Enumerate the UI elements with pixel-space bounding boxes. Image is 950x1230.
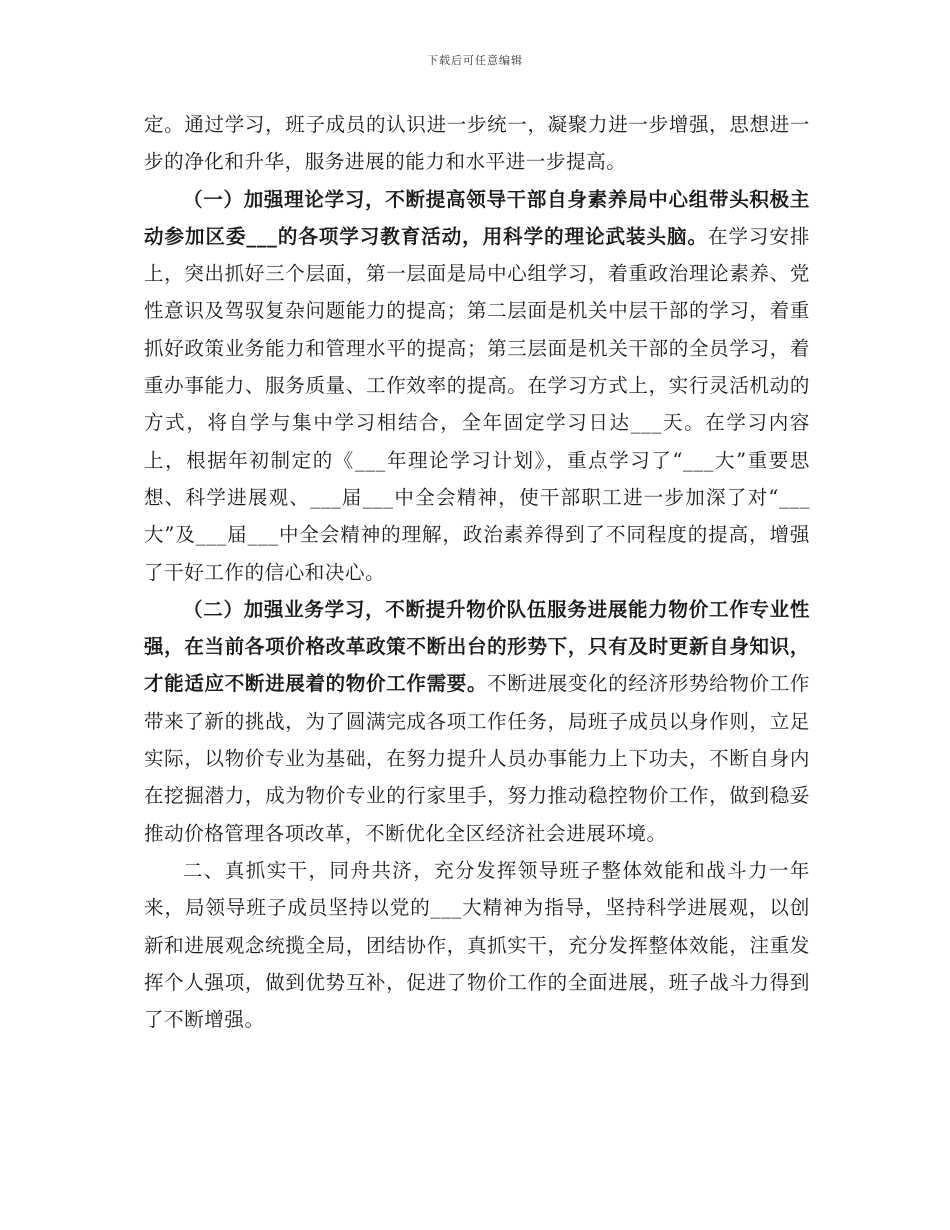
paragraph-section-1 [144,181,810,591]
paragraph-part-2 [144,852,810,1038]
paragraph-text: 定。通过学习，班子成员的认识进一步统一，凝聚力进一步增强，思想进一步的净化和升华，服务进展的能力和水平进一步提高。 [144,113,810,174]
document-body [144,106,810,1038]
section-heading: （二）加强业务学习，不断提升物价队伍服务进展能力物价工作专业性强，在当前各项价格改革政策不断出台的形势下，只有及时更新自身知识，才能适应不断进展着的物价工作需要。 [144,597,810,696]
paragraph-text: 在学习安排上，突出抓好三个层面，第一层面是局中心组学习，着重政治理论素养、党性意识及驾驭复杂问题能力的提高；第二层面是机关中层干部的学习，着重抓好政策业务能力和管理水平的提高；第三层面是机关干部的全员学习，着重办事能力、服务质量、工作效率的提高。在学习方式上，实行灵活机动的方式，将自学与集中学习相结合，全年固定学习日达___天。在学习内容上，根据年初制定的《___年理论学习计划》，重点学习了“___大”重要思想、科学进展观、___届___中全会精神，使干部职工进一步加深了对“___大”及___届___中全会精神的理解，政治素养得到了不同程度的提高，增强了干好工作的信心和决心。 [144,224,810,584]
paragraph-continuation [144,106,810,181]
paragraph-text: 不断进展变化的经济形势给物价工作带来了新的挑战，为了圆满完成各项工作任务，局班子成员以身作则，立足实际，以物价专业为基础，在努力提升人员办事能力上下功夫，不断自身内在挖掘潜力，成为物价专业的行家里手，努力推动稳控物价工作，做到稳妥推动价格管理各项改革，不断优化全区经济社会进展环境。 [144,672,811,845]
paragraph-section-2 [144,591,810,852]
section-heading: （一）加强理论学习，不断提高领导干部自身素养局中心组带头积极主动参加区委___的各项学习教育活动，用科学的理论武装头脑。 [144,187,810,248]
paragraph-text: 二、真抓实干，同舟共济，充分发挥领导班子整体效能和战斗力一年来，局领导班子成员坚持以党的___大精神为指导，坚持科学进展观，以创新和进展观念统揽全局，团结协作，真抓实干，充分发挥整体效能，注重发挥个人强项，做到优势互补，促进了物价工作的全面进展，班子战斗力得到了不断增强。 [144,858,810,1032]
page-header: 下载后可任意编辑 [427,54,523,67]
